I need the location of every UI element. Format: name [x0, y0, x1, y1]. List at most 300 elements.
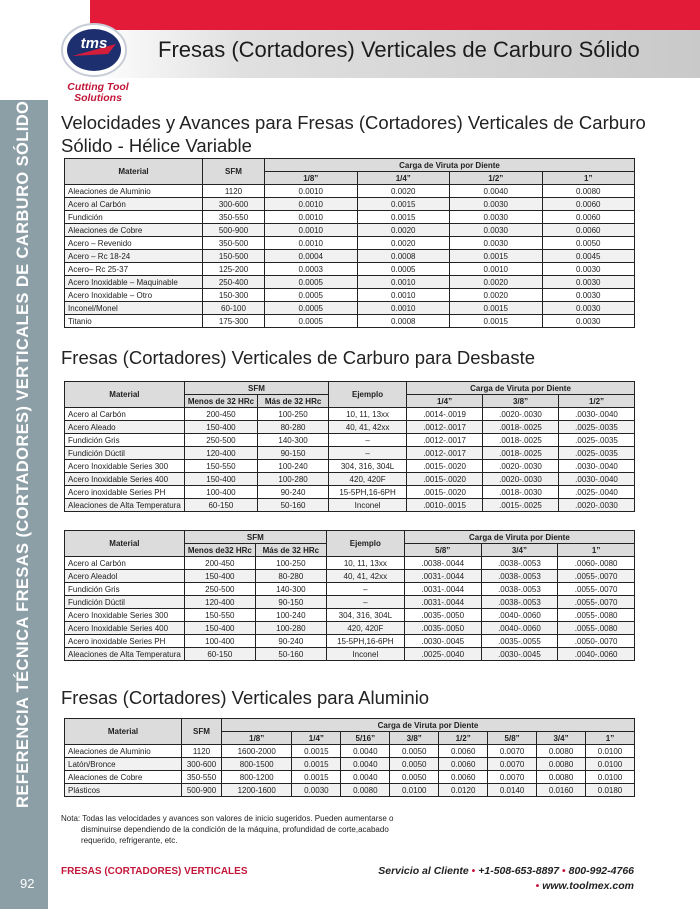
table-cell: 150-400: [184, 421, 257, 434]
table-cell: .0038-.0053: [481, 570, 558, 583]
footer-service: Servicio al Cliente: [378, 865, 469, 877]
section-title-roughing: Fresas (Cortadores) Verticales de Carburo para Desbaste: [61, 347, 536, 368]
bullet-icon: •: [471, 865, 479, 877]
table-cell: 0.0050: [542, 237, 635, 250]
table-cell: 250-500: [184, 583, 255, 596]
row-material-cell: Acero inoxidable Series PH: [65, 486, 185, 499]
table-cell: .0035-.0055: [481, 635, 558, 648]
row-material-cell: Aleaciones de Alta Temperatura: [65, 648, 185, 661]
table-cell: 0.0060: [439, 758, 488, 771]
table-row: [65, 635, 635, 648]
logo-tagline: [58, 82, 138, 104]
table-cell: .0014-.0019: [407, 408, 483, 421]
table-cell: 0.0100: [586, 745, 635, 758]
table-cell: .0012-.0017: [407, 447, 483, 460]
header-chip-load: Carga de Viruta por Diente: [265, 159, 635, 172]
table-cell: Inconel: [329, 499, 407, 512]
table-cell: .0018-.0025: [483, 447, 559, 460]
table-cell: .0018-.0030: [483, 486, 559, 499]
header-col: 3/8”: [390, 732, 439, 745]
header-col: 1”: [558, 544, 635, 557]
header-col: 1/2”: [559, 395, 635, 408]
note-text: [61, 813, 461, 846]
row-material-cell: Fundición: [65, 211, 203, 224]
table-cell: 0.0030: [450, 224, 543, 237]
table-cell: 100-400: [184, 635, 255, 648]
logo-tagline-line-2: Solutions: [74, 92, 122, 104]
table-cell: 0.0010: [265, 211, 358, 224]
table-cell: .0020-.0030: [559, 499, 635, 512]
footer-phone-1[interactable]: +1-508-653-8897: [478, 865, 560, 877]
row-material-cell: Acero – Revenido: [65, 237, 203, 250]
table-cell: .0055-.0080: [558, 622, 635, 635]
table-cell: 60-150: [184, 499, 257, 512]
logo-mark-text: tms: [80, 35, 108, 52]
table-row: [65, 557, 635, 570]
table-cell: 0.0030: [542, 289, 635, 302]
table-cell: .0031-.0044: [404, 596, 481, 609]
note-line-3: requerido, refrigerante, etc.: [81, 836, 178, 845]
table-row: [65, 648, 635, 661]
section-title-variable-helix: Velocidades y Avances para Fresas (Cortadores) Verticales de Carburo Sólido - Hélice Variable: [61, 112, 646, 156]
table-cell: 0.0015: [450, 250, 543, 263]
table-row: [65, 421, 635, 434]
table-cell: 0.0004: [265, 250, 358, 263]
header-chip-load: Carga de Viruta por Diente: [222, 719, 635, 732]
table-cell: 90-240: [255, 635, 326, 648]
table-cell: .0025-.0035: [559, 447, 635, 460]
table-row: [65, 596, 635, 609]
table-cell: 100-250: [258, 408, 329, 421]
header-material: Material: [65, 531, 185, 557]
table-cell: 120-400: [184, 596, 255, 609]
row-material-cell: Aleaciones de Aluminio: [65, 745, 182, 758]
table-cell: 0.0010: [357, 302, 450, 315]
table-cell: .0012-.0017: [407, 434, 483, 447]
footer-section-label: FRESAS (CORTADORES) VERTICALES: [61, 866, 248, 877]
logo-tagline-line-1: Cutting Tool: [67, 81, 129, 93]
table-roughing-small: [64, 381, 635, 512]
table-row: [65, 250, 635, 263]
table-cell: 0.0020: [450, 276, 543, 289]
table-cell: 304, 316, 304L: [329, 460, 407, 473]
table-body: [65, 185, 635, 328]
table-cell: 0.0008: [357, 250, 450, 263]
section-title-aluminum: Fresas (Cortadores) Verticales para Aluminio: [61, 687, 430, 708]
footer-phone-2[interactable]: 800-992-4766: [568, 865, 634, 877]
table-cell: .0055-.0070: [558, 570, 635, 583]
table-cell: 125-200: [203, 263, 265, 276]
table-cell: 120-400: [184, 447, 257, 460]
table-cell: 0.0060: [439, 745, 488, 758]
header-col: 1”: [586, 732, 635, 745]
header-col: 5/8”: [488, 732, 537, 745]
table-row: [65, 570, 635, 583]
table-cell: .0030-.0040: [559, 460, 635, 473]
header-sfm-col: Más de 32 HRc: [258, 395, 329, 408]
table-cell: 0.0060: [542, 211, 635, 224]
table-cell: 0.0070: [488, 771, 537, 784]
table-cell: 15-5PH,16-6PH: [326, 635, 404, 648]
table-cell: 0.0050: [390, 771, 439, 784]
table-cell: 0.0005: [357, 263, 450, 276]
table-cell: 100-250: [255, 557, 326, 570]
table-cell: .0030-.0045: [404, 635, 481, 648]
row-material-cell: Fundición Dúctil: [65, 596, 185, 609]
table-cell: 200-450: [184, 408, 257, 421]
table-cell: –: [329, 447, 407, 460]
table-cell: 100-400: [184, 486, 257, 499]
row-material-cell: Acero Aleadol: [65, 570, 185, 583]
table-row: [65, 434, 635, 447]
table-cell: .0038-.0053: [481, 583, 558, 596]
header-material: Material: [65, 382, 185, 408]
table-cell: 800-1200: [222, 771, 292, 784]
header-red-bar: [90, 0, 700, 30]
table-cell: .0055-.0070: [558, 596, 635, 609]
table-cell: 0.0020: [357, 224, 450, 237]
table-cell: 300-600: [182, 758, 222, 771]
table-row: [65, 289, 635, 302]
table-cell: .0038-.0053: [481, 596, 558, 609]
table-cell: .0015-.0025: [483, 499, 559, 512]
table-cell: 90-150: [258, 447, 329, 460]
table-cell: 0.0080: [341, 784, 390, 797]
table-cell: 350-550: [203, 211, 265, 224]
table-cell: 0.0030: [450, 198, 543, 211]
table-cell: Inconel: [326, 648, 404, 661]
table-cell: 0.0010: [265, 237, 358, 250]
table-cell: 10, 11, 13xx: [329, 408, 407, 421]
table-cell: –: [326, 583, 404, 596]
table-cell: 0.0030: [292, 784, 341, 797]
header-chip-load: Carga de Viruta por Diente: [404, 531, 634, 544]
table-cell: 0.0040: [341, 771, 390, 784]
table-cell: 250-400: [203, 276, 265, 289]
table-cell: 80-280: [255, 570, 326, 583]
table-cell: 150-400: [184, 570, 255, 583]
table-cell: .0060-.0080: [558, 557, 635, 570]
row-material-cell: Acero Inoxidable Series 300: [65, 460, 185, 473]
table-cell: .0015-.0020: [407, 473, 483, 486]
table-cell: 0.0010: [450, 263, 543, 276]
note-line-1: Nota: Todas las velocidades y avances son valores de inicio sugeridos. Pueden aumentarse o: [61, 814, 394, 823]
header-sfm: SFM: [203, 159, 265, 185]
page-number: 92: [20, 876, 35, 891]
table-row: [65, 499, 635, 512]
table-cell: 250-500: [184, 434, 257, 447]
header-col: 1/8”: [222, 732, 292, 745]
table-cell: 150-400: [184, 622, 255, 635]
table-cell: 0.0010: [357, 276, 450, 289]
table-cell: .0018-.0025: [483, 421, 559, 434]
row-material-cell: Fundición Gris: [65, 583, 185, 596]
table-cell: 0.0015: [450, 315, 543, 328]
table-cell: 60-100: [203, 302, 265, 315]
table-cell: 150-400: [184, 473, 257, 486]
table-cell: 90-150: [255, 596, 326, 609]
tms-logo-icon: [60, 22, 128, 78]
table-row: [65, 622, 635, 635]
table-cell: .0031-.0044: [404, 570, 481, 583]
row-material-cell: Acero inoxidable Series PH: [65, 635, 185, 648]
header-material: Material: [65, 719, 182, 745]
header-col: 3/8”: [483, 395, 559, 408]
row-material-cell: Acero Inoxidable – Otro: [65, 289, 203, 302]
table-cell: 100-240: [255, 609, 326, 622]
row-material-cell: Acero – Rc 18-24: [65, 250, 203, 263]
header-sfm-col: Más de 32 HRc: [255, 544, 326, 557]
table-aluminum: [64, 718, 635, 797]
table-cell: .0030-.0040: [559, 473, 635, 486]
header-col: 5/8”: [404, 544, 481, 557]
table-row: [65, 408, 635, 421]
table-cell: 0.0015: [292, 758, 341, 771]
table-cell: 0.0050: [390, 758, 439, 771]
table-cell: .0030-.0040: [559, 408, 635, 421]
row-material-cell: Inconel/Monel: [65, 302, 203, 315]
table-cell: 0.0015: [357, 198, 450, 211]
table-roughing-large: [64, 530, 635, 661]
bullet-icon: •: [535, 880, 543, 892]
table-cell: 200-450: [184, 557, 255, 570]
table-cell: 0.0005: [265, 302, 358, 315]
header-sfm-col: Menos de 32 HRc: [184, 395, 257, 408]
table-cell: 50-160: [258, 499, 329, 512]
row-material-cell: Aleaciones de Aluminio: [65, 185, 203, 198]
footer-website-link[interactable]: www.toolmex.com: [542, 880, 634, 892]
footer-contact: [378, 864, 634, 894]
table-cell: .0020-.0030: [483, 408, 559, 421]
header-col: 1/4”: [292, 732, 341, 745]
header-col: 1/2”: [450, 172, 543, 185]
table-cell: 1120: [182, 745, 222, 758]
header-sfm: SFM: [182, 719, 222, 745]
table-cell: 50-160: [255, 648, 326, 661]
table-cell: 0.0030: [542, 315, 635, 328]
table-cell: 0.0045: [542, 250, 635, 263]
table-cell: 350-500: [203, 237, 265, 250]
table-row: [65, 315, 635, 328]
header-sfm: SFM: [184, 382, 328, 395]
table-cell: 1200-1600: [222, 784, 292, 797]
table-cell: 0.0040: [341, 745, 390, 758]
bullet-icon: •: [562, 865, 569, 877]
table-cell: .0012-.0017: [407, 421, 483, 434]
table-cell: 0.0015: [292, 745, 341, 758]
table-cell: 1600-2000: [222, 745, 292, 758]
table-cell: 0.0005: [265, 289, 358, 302]
table-cell: 0.0100: [390, 784, 439, 797]
table-cell: .0018-.0025: [483, 434, 559, 447]
table-cell: 0.0010: [357, 289, 450, 302]
header-col: 1”: [542, 172, 635, 185]
table-row: [65, 473, 635, 486]
table-cell: .0035-.0050: [404, 622, 481, 635]
header-col: 1/4”: [357, 172, 450, 185]
table-cell: .0040-.0060: [481, 609, 558, 622]
row-material-cell: Latón/Bronce: [65, 758, 182, 771]
table-cell: 0.0050: [390, 745, 439, 758]
table-cell: 0.0060: [542, 198, 635, 211]
table-cell: 0.0140: [488, 784, 537, 797]
table-cell: 100-280: [255, 622, 326, 635]
table-cell: 0.0020: [357, 237, 450, 250]
table-row: [65, 302, 635, 315]
table-row: [65, 460, 635, 473]
table-cell: 1120: [203, 185, 265, 198]
row-material-cell: Aleaciones de Cobre: [65, 224, 203, 237]
header-example: Ejemplo: [326, 531, 404, 557]
table-cell: 0.0030: [542, 263, 635, 276]
table-cell: 0.0030: [542, 302, 635, 315]
table-row: [65, 745, 635, 758]
table-cell: 0.0100: [586, 758, 635, 771]
table-cell: .0015-.0020: [407, 460, 483, 473]
table-row: [65, 224, 635, 237]
table-cell: 150-500: [203, 250, 265, 263]
note-line-2: disminuirse dependiendo de la condición de la máquina, profundidad de corte,acabado: [81, 825, 389, 834]
table-cell: 150-550: [184, 460, 257, 473]
table-cell: .0038-.0053: [481, 557, 558, 570]
table-row: [65, 198, 635, 211]
table-cell: 150-550: [184, 609, 255, 622]
table-cell: .0035-.0050: [404, 609, 481, 622]
table-row: [65, 784, 635, 797]
table-cell: 0.0080: [542, 185, 635, 198]
row-material-cell: Acero al Carbón: [65, 408, 185, 421]
table-cell: 800-1500: [222, 758, 292, 771]
table-cell: 80-280: [258, 421, 329, 434]
table-cell: 0.0003: [265, 263, 358, 276]
row-material-cell: Acero Inoxidable Series 400: [65, 622, 185, 635]
table-cell: 0.0080: [537, 758, 586, 771]
table-cell: 0.0010: [265, 185, 358, 198]
table-cell: 15-5PH,16-6PH: [329, 486, 407, 499]
table-cell: 304, 316, 304L: [326, 609, 404, 622]
table-body: [65, 745, 635, 797]
table-cell: 0.0005: [265, 276, 358, 289]
row-material-cell: Fundición Dúctil: [65, 447, 185, 460]
table-row: [65, 486, 635, 499]
row-material-cell: Titanio: [65, 315, 203, 328]
table-cell: 10, 11, 13xx: [326, 557, 404, 570]
table-cell: 140-300: [255, 583, 326, 596]
table-body: [65, 557, 635, 661]
table-cell: 0.0040: [341, 758, 390, 771]
table-cell: 0.0010: [265, 198, 358, 211]
row-material-cell: Acero Inoxidable – Maquinable: [65, 276, 203, 289]
table-row: [65, 583, 635, 596]
table-row: [65, 447, 635, 460]
row-material-cell: Acero al Carbón: [65, 557, 185, 570]
table-variable-helix: [64, 158, 635, 328]
table-row: [65, 263, 635, 276]
table-cell: .0031-.0044: [404, 583, 481, 596]
table-cell: 0.0015: [357, 211, 450, 224]
table-cell: 40, 41, 42xx: [329, 421, 407, 434]
header-material: Material: [65, 159, 203, 185]
row-material-cell: Aleaciones de Alta Temperatura: [65, 499, 185, 512]
table-row: [65, 237, 635, 250]
header-example: Ejemplo: [329, 382, 407, 408]
table-cell: 0.0040: [450, 185, 543, 198]
page-title: Fresas (Cortadores) Verticales de Carburo Sólido: [158, 37, 640, 62]
table-cell: 0.0005: [265, 315, 358, 328]
table-row: [65, 211, 635, 224]
table-cell: .0020-.0030: [483, 460, 559, 473]
table-cell: 0.0060: [542, 224, 635, 237]
table-cell: 420, 420F: [326, 622, 404, 635]
header-col: 3/4”: [537, 732, 586, 745]
table-row: [65, 609, 635, 622]
table-cell: 0.0100: [586, 771, 635, 784]
table-cell: .0015-.0020: [407, 486, 483, 499]
table-cell: .0025-.0040: [559, 486, 635, 499]
table-cell: 175-300: [203, 315, 265, 328]
table-cell: 0.0160: [537, 784, 586, 797]
row-material-cell: Acero– Rc 25-37: [65, 263, 203, 276]
table-cell: 0.0070: [488, 758, 537, 771]
header-col: 1/4”: [407, 395, 483, 408]
table-cell: –: [329, 434, 407, 447]
table-cell: .0025-.0035: [559, 434, 635, 447]
table-cell: 0.0030: [542, 276, 635, 289]
table-cell: 0.0070: [488, 745, 537, 758]
row-material-cell: Acero Inoxidable Series 400: [65, 473, 185, 486]
table-cell: –: [326, 596, 404, 609]
table-cell: .0030-.0045: [481, 648, 558, 661]
row-material-cell: Aleaciones de Cobre: [65, 771, 182, 784]
header-sfm-col: Menos de32 HRc: [184, 544, 255, 557]
table-cell: 100-240: [258, 460, 329, 473]
table-cell: 90-240: [258, 486, 329, 499]
header-sfm: SFM: [184, 531, 326, 544]
table-cell: 500-900: [182, 784, 222, 797]
table-cell: 0.0015: [292, 771, 341, 784]
table-cell: .0055-.0070: [558, 583, 635, 596]
row-material-cell: Plásticos: [65, 784, 182, 797]
header-col: 5/16”: [341, 732, 390, 745]
table-cell: .0025-.0035: [559, 421, 635, 434]
table-body: [65, 408, 635, 512]
table-row: [65, 771, 635, 784]
table-cell: .0050-.0070: [558, 635, 635, 648]
table-cell: .0040-.0060: [558, 648, 635, 661]
table-cell: 60-150: [184, 648, 255, 661]
table-cell: 300-600: [203, 198, 265, 211]
table-cell: .0020-.0030: [483, 473, 559, 486]
table-row: [65, 185, 635, 198]
table-cell: 0.0080: [537, 771, 586, 784]
sidebar-vertical-title: REFERENCIA TÉCNICA FRESAS (CORTADORES) VERTICALES DE CARBURO SÓLIDO: [14, 100, 32, 808]
table-cell: 420, 420F: [329, 473, 407, 486]
table-cell: 0.0030: [450, 211, 543, 224]
table-cell: 350-550: [182, 771, 222, 784]
table-cell: 100-280: [258, 473, 329, 486]
table-cell: 0.0030: [450, 237, 543, 250]
table-cell: 500-900: [203, 224, 265, 237]
table-cell: 150-300: [203, 289, 265, 302]
table-cell: 40, 41, 42xx: [326, 570, 404, 583]
table-cell: 0.0180: [586, 784, 635, 797]
table-cell: 0.0080: [537, 745, 586, 758]
header-col: 1/8”: [265, 172, 358, 185]
table-cell: 140-300: [258, 434, 329, 447]
table-cell: .0040-.0060: [481, 622, 558, 635]
table-row: [65, 276, 635, 289]
header-chip-load: Carga de Viruta por Diente: [407, 382, 635, 395]
